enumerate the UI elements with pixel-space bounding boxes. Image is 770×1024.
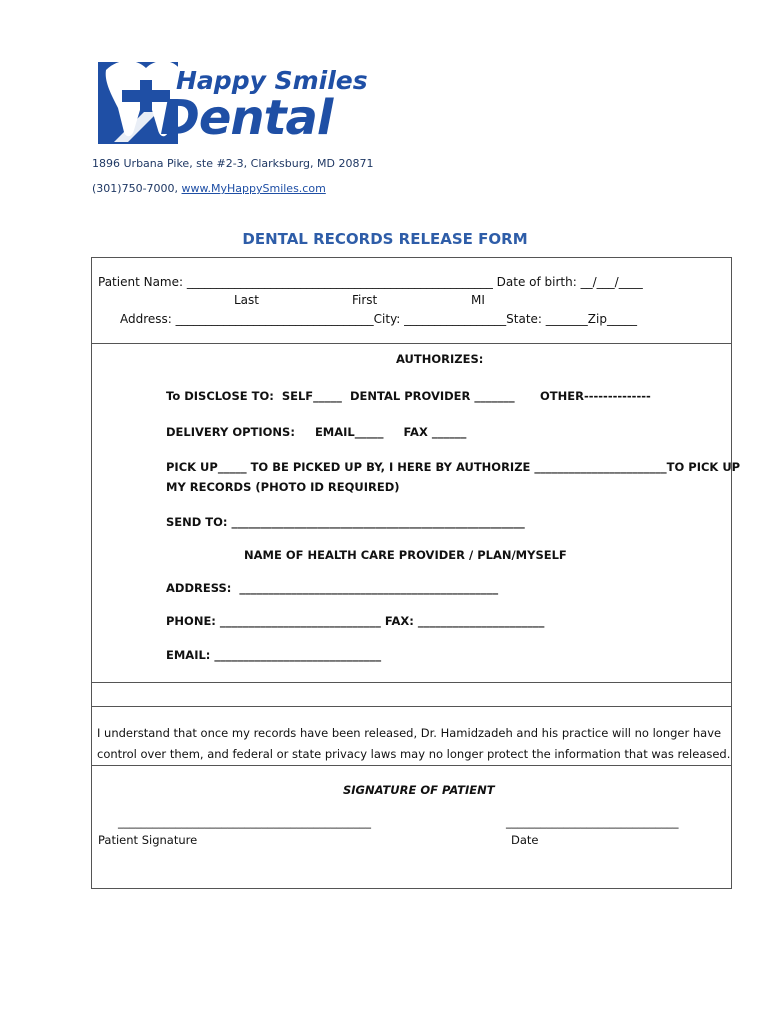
pickup-line-1[interactable]: PICK UP_____ TO BE PICKED UP BY, I HERE BY AUTHORIZE _______________________TO PICK UP [166,460,741,474]
understand-line-2: control over them, and federal or state privacy laws may no longer protect the information that was released. [97,747,731,761]
logo-line2: Dental [160,90,333,146]
patient-name-line[interactable]: Patient Name: ___________________________________________________ Date of birth: __/___/____ [98,275,643,289]
address-field[interactable]: ADDRESS: _____________________________________________ [166,581,499,595]
website-link[interactable]: www.MyHappySmiles.com [181,182,326,195]
disclose-other[interactable]: OTHER-------------- [540,389,651,403]
delivery-options[interactable]: DELIVERY OPTIONS: EMAIL_____ FAX ______ [166,425,467,439]
blank-row [91,682,732,707]
disclose-dental-provider[interactable]: DENTAL PROVIDER _______ [350,389,515,403]
disclose-self[interactable]: To DISCLOSE TO: SELF_____ [166,389,342,403]
patient-info-box [91,257,732,344]
sub-label-first: First [352,293,378,307]
form-title: DENTAL RECORDS RELEASE FORM [242,230,528,248]
clinic-address: 1896 Urbana Pike, ste #2-3, Clarksburg, MD 20871 [92,157,374,170]
patient-signature-label: Patient Signature [98,833,198,847]
patient-address-line[interactable]: Address: _________________________________City: _________________State: _______Zip_____ [120,312,637,326]
signature-heading: SIGNATURE OF PATIENT [343,783,495,797]
phone-fax-field[interactable]: PHONE: ____________________________ FAX: ______________________ [166,614,545,628]
patient-signature-line[interactable]: ____________________________________________ [118,815,371,829]
authorizes-heading: AUTHORIZES: [396,352,484,366]
understand-line-1: I understand that once my records have been released, Dr. Hamidzadeh and his practice will no longer have [97,726,722,740]
date-line[interactable]: ______________________________ [506,815,679,829]
email-field[interactable]: EMAIL: _____________________________ [166,648,382,662]
logo-line1: Happy Smiles [176,66,368,95]
provider-heading: NAME OF HEALTH CARE PROVIDER / PLAN/MYSELF [244,548,567,562]
sub-label-last: Last [234,293,259,307]
send-to-field[interactable]: SEND TO: ___________________________________________________ [166,515,525,529]
date-label: Date [511,833,539,847]
clinic-phone-line [92,182,326,195]
pickup-line-2: MY RECORDS (PHOTO ID REQUIRED) [166,480,400,494]
sub-label-mi: MI [471,293,485,307]
clinic-phone: (301)750-7000, [92,182,182,195]
